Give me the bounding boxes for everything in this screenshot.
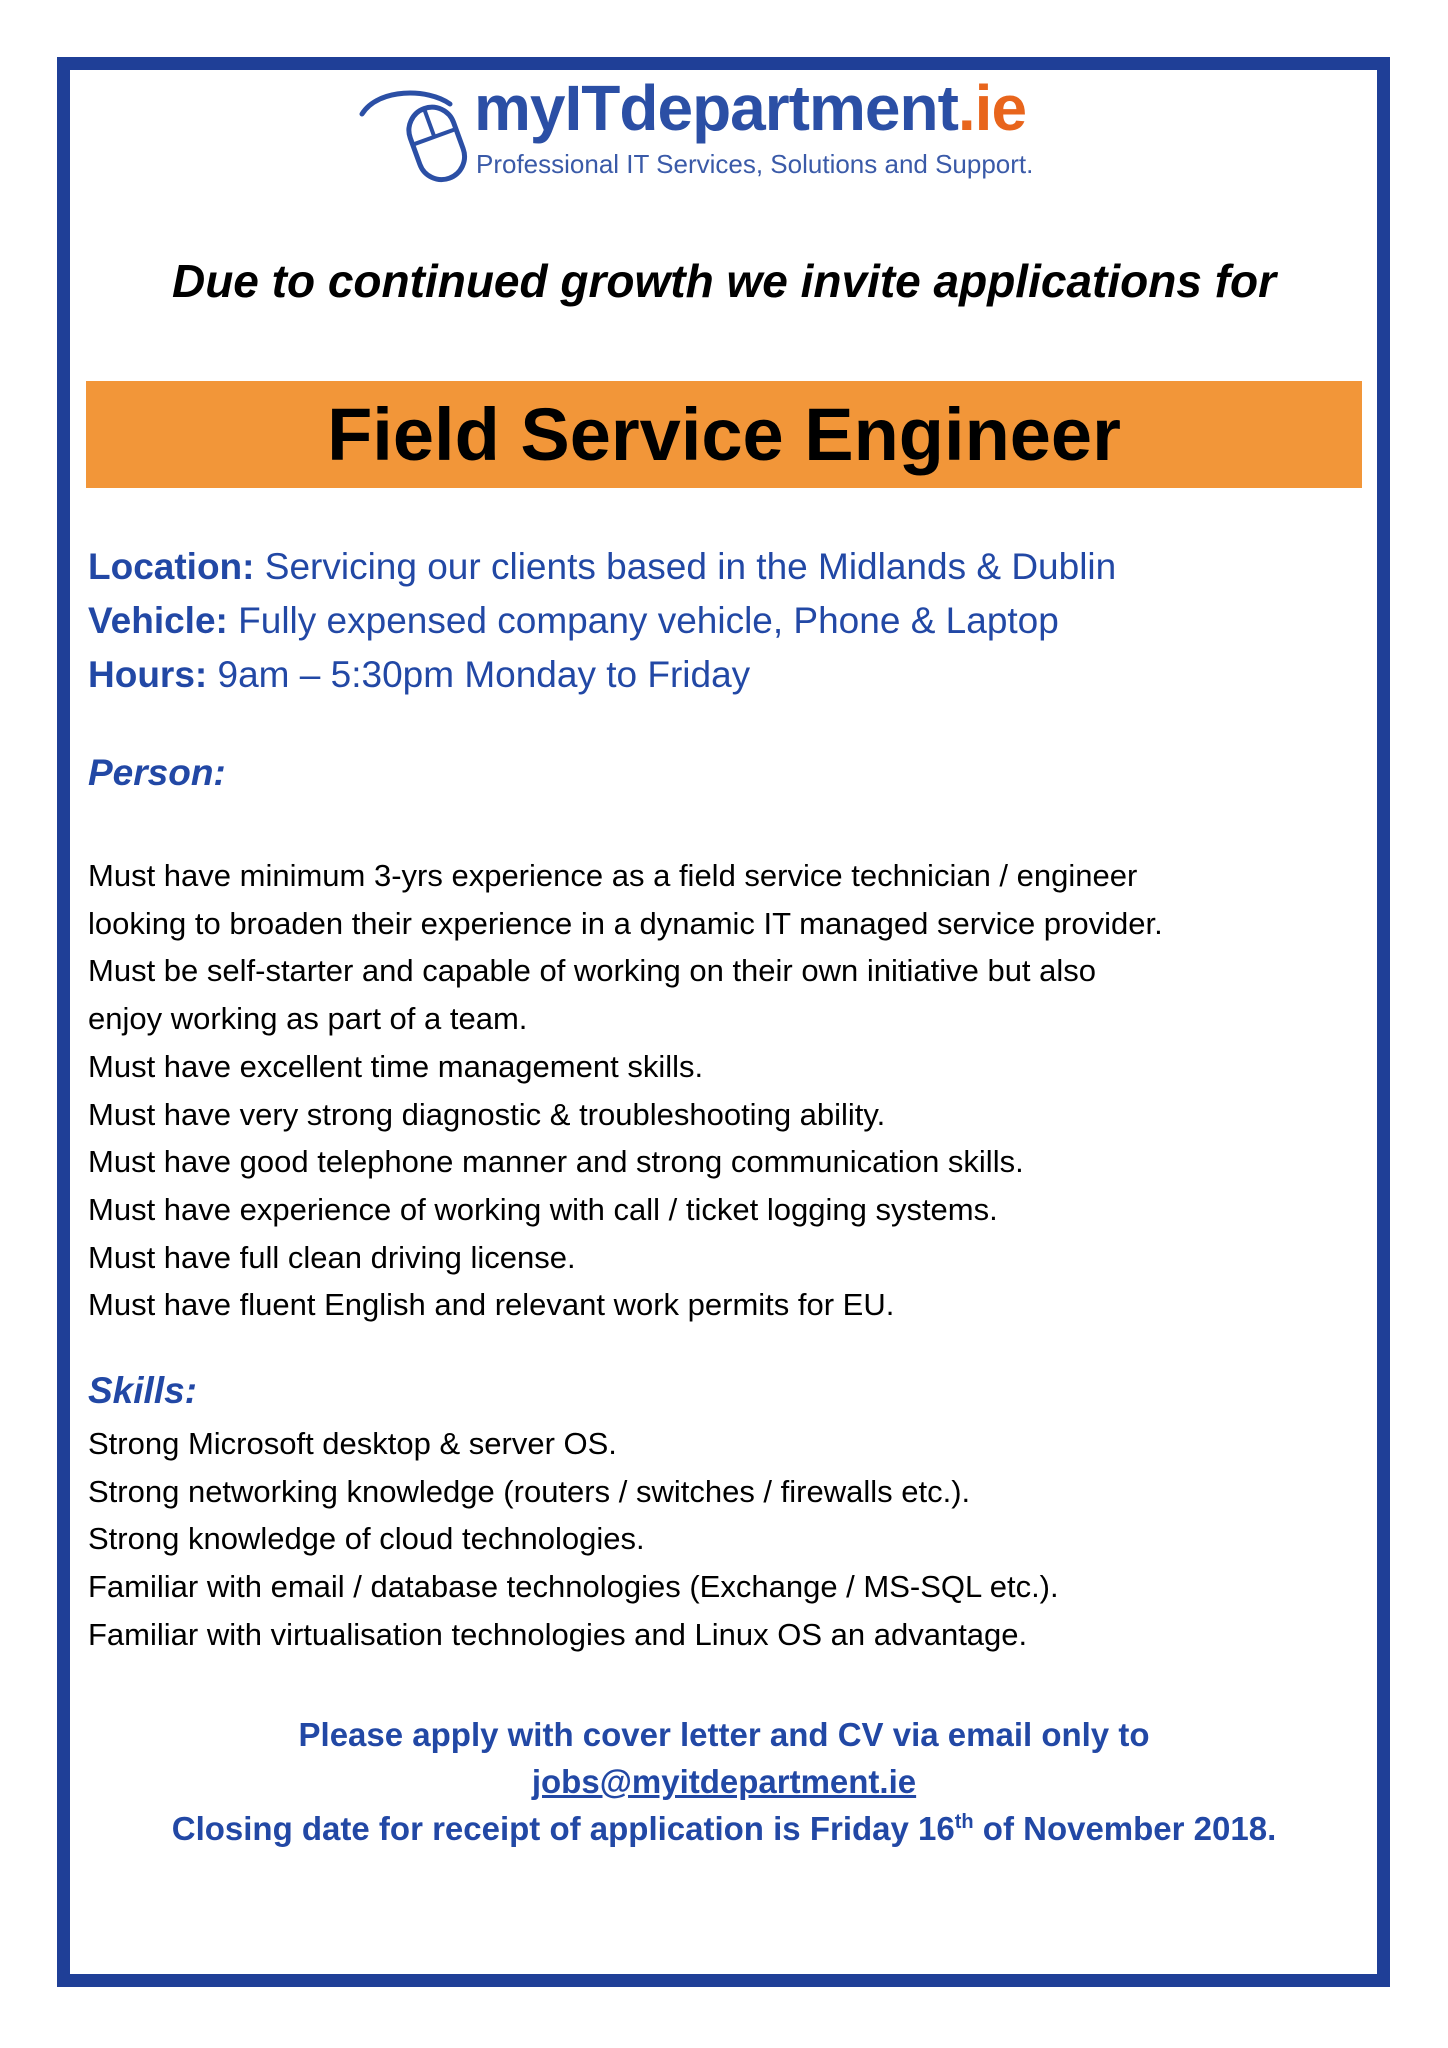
- skills-list: [88, 1420, 1059, 1659]
- list-item: Strong knowledge of cloud technologies.: [88, 1521, 645, 1557]
- logo-tagline: Professional IT Services, Solutions and Support.: [476, 149, 1034, 179]
- apply-email-link[interactable]: jobs@myitdepartment.ie: [531, 1763, 917, 1800]
- list-item: Strong Microsoft desktop & server OS.: [88, 1426, 617, 1461]
- intro-heading: Due to continued growth we invite applications for: [171, 255, 1277, 307]
- mouse-icon: [358, 84, 480, 188]
- logo-wordmark: myITdepartment.ie: [474, 72, 1027, 144]
- list-item: Must have fluent English and relevant work permits for EU.: [88, 1287, 895, 1323]
- fact-location: Location: Servicing our clients based in the Midlands & Dublin: [88, 546, 1117, 587]
- list-item: Must have very strong diagnostic & troubleshooting ability.: [88, 1096, 886, 1132]
- list-item: Must have experience of working with call / ticket logging systems.: [88, 1191, 998, 1227]
- list-item: Must be self-starter and capable of working on their own initiative but also: [88, 953, 1097, 989]
- list-item: enjoy working as part of a team.: [88, 1001, 528, 1037]
- list-item: Must have excellent time management skills.: [88, 1048, 704, 1084]
- fact-vehicle: Vehicle: Fully expensed company vehicle, Phone & Laptop: [88, 600, 1059, 641]
- job-title-banner: Field Service Engineer: [86, 381, 1362, 488]
- list-item: Familiar with email / database technologies (Exchange / MS-SQL etc.).: [88, 1569, 1059, 1605]
- list-item: looking to broaden their experience in a dynamic IT managed service provider.: [88, 905, 1163, 941]
- list-item: Familiar with virtualisation technologies and Linux OS an advantage.: [88, 1616, 1028, 1652]
- list-item: Must have minimum 3-yrs experience as a field service technician / engineer: [88, 858, 1138, 893]
- list-item: Strong networking knowledge (routers / switches / firewalls etc.).: [88, 1473, 971, 1509]
- company-logo: [358, 72, 1098, 192]
- job-facts: [88, 540, 1116, 702]
- closing-date: Closing date for receipt of application is Friday 16th of November 2018.: [171, 1810, 1277, 1847]
- list-item: Must have full clean driving license.: [88, 1239, 576, 1275]
- apply-line: Please apply with cover letter and CV via email only to: [298, 1716, 1150, 1753]
- apply-instructions: [0, 1711, 1448, 1852]
- person-heading: Person:: [88, 752, 226, 793]
- person-requirements: [88, 852, 1163, 1329]
- fact-hours: Hours: 9am – 5:30pm Monday to Friday: [88, 654, 751, 695]
- list-item: Must have good telephone manner and strong communication skills.: [88, 1144, 1024, 1180]
- skills-heading: Skills:: [88, 1370, 197, 1411]
